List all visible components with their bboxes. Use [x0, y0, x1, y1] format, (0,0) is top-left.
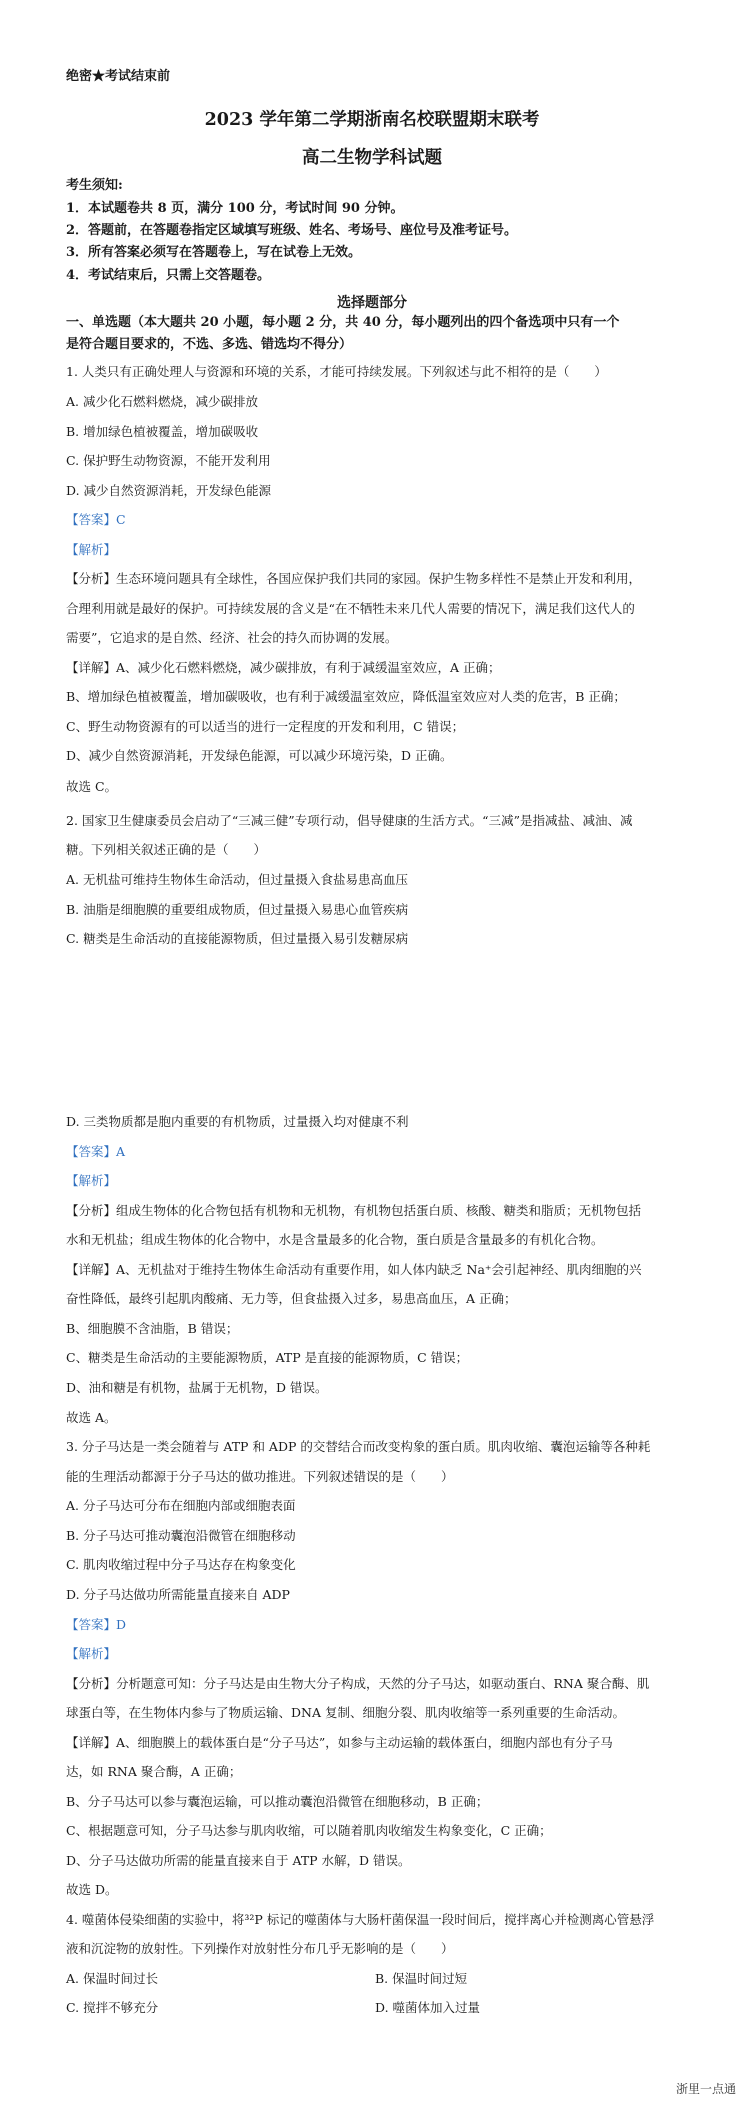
- analysis-text: 合理利用就是最好的保护。可持续发展的含义是“在不牺牲未来几代人需要的情况下，满足我们这代人的: [66, 601, 635, 616]
- conclusion-text: 故选 A。: [66, 1410, 117, 1425]
- conclusion-text: 故选 D。: [66, 1882, 118, 1897]
- option: A. 减少化石燃料燃烧，减少碳排放: [66, 394, 258, 409]
- question-stem: 2. 国家卫生健康委员会启动了“三减三健”专项行动，倡导健康的生活方式。“三减”是指减盐、减油、减: [66, 813, 633, 828]
- option: C. 肌肉收缩过程中分子马达存在构象变化: [66, 1557, 296, 1572]
- question-stem: 液和沉淀物的放射性。下列操作对放射性分布几乎无影响的是（ ）: [66, 1941, 454, 1956]
- analysis-label: 【解析】: [66, 1646, 117, 1661]
- question-stem: 能的生理活动都源于分子马达的做功推进。下列叙述错误的是（ ）: [66, 1469, 454, 1484]
- exam-subtitle: 高二生物学科试题: [302, 148, 442, 168]
- detail-text: D、分子马达做功所需的能量直接来自于 ATP 水解，D 错误。: [66, 1853, 411, 1868]
- option: D. 三类物质都是胞内重要的有机物质，过量摄入均对健康不利: [66, 1114, 409, 1129]
- option: B. 增加绿色植被覆盖，增加碳吸收: [66, 424, 259, 439]
- notice-item: 2．答题前，在答题卷指定区域填写班级、姓名、考场号、座位号及准考证号。: [66, 223, 518, 238]
- answer-label: 【答案】D: [66, 1617, 127, 1632]
- answer-label: 【答案】A: [66, 1144, 126, 1159]
- analysis-label: 【解析】: [66, 1173, 117, 1188]
- analysis-text: 【分析】组成生物体的化合物包括有机物和无机物，有机物包括蛋白质、核酸、糖类和脂质；无机物包括: [66, 1203, 642, 1218]
- notice-heading: 考生须知:: [66, 178, 123, 193]
- detail-text: C、根据题意可知，分子马达参与肌肉收缩，可以随着肌肉收缩发生构象变化，C 正确；: [66, 1823, 552, 1838]
- analysis-text: 【分析】分析题意可知：分子马达是由生物大分子构成，天然的分子马达，如驱动蛋白、RNA 聚合酶、肌: [66, 1676, 650, 1691]
- option: B. 油脂是细胞膜的重要组成物质，但过量摄入易患心血管疾病: [66, 902, 409, 917]
- question-stem: 糖。下列相关叙述正确的是（ ）: [66, 842, 267, 857]
- analysis-label: 【解析】: [66, 542, 117, 557]
- option: A. 保温时间过长: [66, 1971, 158, 1986]
- detail-text: 达，如 RNA 聚合酶，A 正确；: [66, 1764, 242, 1779]
- answer-label: 【答案】C: [66, 512, 126, 527]
- exam-title: 2023 学年第二学期浙南名校联盟期末联考: [204, 110, 540, 130]
- detail-text: B、增加绿色植被覆盖，增加碳吸收，也有利于减缓温室效应，降低温室效应对人类的危害，B 正确；: [66, 689, 626, 704]
- detail-text: C、糖类是生命活动的主要能源物质，ATP 是直接的能源物质，C 错误；: [66, 1350, 469, 1365]
- detail-text: 【详解】A、细胞膜上的载体蛋白是“分子马达”，如参与主动运输的载体蛋白，细胞内部也有分子马: [66, 1735, 613, 1750]
- option: C. 糖类是生命活动的直接能源物质，但过量摄入易引发糖尿病: [66, 931, 409, 946]
- detail-text: D、油和糖是有机物，盐属于无机物，D 错误。: [66, 1380, 328, 1395]
- notice-item: 3．所有答案必须写在答题卷上，写在试卷上无效。: [66, 245, 362, 260]
- detail-text: 【详解】A、无机盐对于维持生物体生命活动有重要作用，如人体内缺乏 Na⁺会引起神经、肌肉细胞的兴: [66, 1262, 642, 1277]
- option: C. 保护野生动物资源，不能开发利用: [66, 453, 271, 468]
- detail-text: 奋性降低，最终引起肌肉酸痛、无力等，但食盐摄入过多，易患高血压，A 正确；: [66, 1291, 517, 1306]
- notice-item: 1．本试题卷共 8 页，满分 100 分，考试时间 90 分钟。: [66, 201, 404, 216]
- conclusion-text: 故选 C。: [66, 779, 118, 794]
- section-title: 选择题部分: [337, 295, 407, 311]
- confidential-label: 绝密★考试结束前: [66, 69, 171, 84]
- part-heading: 是符合题目要求的，不选、多选、错选均不得分）: [66, 337, 353, 352]
- analysis-text: 需要”，它追求的是自然、经济、社会的持久而协调的发展。: [66, 630, 398, 645]
- option: B. 保温时间过短: [375, 1971, 468, 1986]
- detail-text: B、细胞膜不含油脂，B 错误；: [66, 1321, 239, 1336]
- part-heading: 一、单选题（本大题共 20 小题，每小题 2 分，共 40 分，每小题列出的四个备选项中只有一个: [66, 315, 620, 330]
- option: C. 搅拌不够充分: [66, 2000, 159, 2015]
- analysis-text: 水和无机盐；组成生物体的化合物中，水是含量最多的化合物，蛋白质是含量最多的有机化合物。: [66, 1232, 604, 1247]
- detail-text: D、减少自然资源消耗，开发绿色能源，可以减少环境污染，D 正确。: [66, 748, 453, 763]
- question-stem: 1. 人类只有正确处理人与资源和环境的关系，才能可持续发展。下列叙述与此不相符的是（ ）: [66, 364, 607, 379]
- option: D. 噬菌体加入过量: [375, 2000, 481, 2015]
- option: A. 分子马达可分布在细胞内部或细胞表面: [66, 1498, 296, 1513]
- detail-text: 【详解】A、减少化石燃料燃烧，减少碳排放，有利于减缓温室效应，A 正确；: [66, 660, 501, 675]
- analysis-text: 球蛋白等，在生物体内参与了物质运输、DNA 复制、细胞分裂、肌肉收缩等一系列重要的生命活动。: [66, 1705, 625, 1720]
- analysis-text: 【分析】生态环境问题具有全球性，各国应保护我们共同的家园。保护生物多样性不是禁止开发和利用，: [66, 571, 642, 586]
- notice-item: 4．考试结束后，只需上交答题卷。: [66, 268, 271, 283]
- detail-text: B、分子马达可以参与囊泡运输，可以推动囊泡沿微管在细胞移动，B 正确；: [66, 1794, 489, 1809]
- option: B. 分子马达可推动囊泡沿微管在细胞移动: [66, 1528, 296, 1543]
- question-stem: 4. 噬菌体侵染细菌的实验中，将³²P 标记的噬菌体与大肠杆菌保温一段时间后，搅拌离心并检测离心管悬浮: [66, 1912, 655, 1927]
- question-stem: 3. 分子马达是一类会随着与 ATP 和 ADP 的交替结合而改变构象的蛋白质。肌肉收缩、囊泡运输等各种耗: [66, 1439, 651, 1454]
- option: A. 无机盐可维持生物体生命活动，但过量摄入食盐易患高血压: [66, 872, 408, 887]
- option: D. 减少自然资源消耗，开发绿色能源: [66, 483, 272, 498]
- detail-text: C、野生动物资源有的可以适当的进行一定程度的开发和利用，C 错误；: [66, 719, 465, 734]
- footer-watermark: 浙里一点通: [675, 2082, 736, 2096]
- option: D. 分子马达做功所需能量直接来自 ADP: [66, 1587, 290, 1602]
